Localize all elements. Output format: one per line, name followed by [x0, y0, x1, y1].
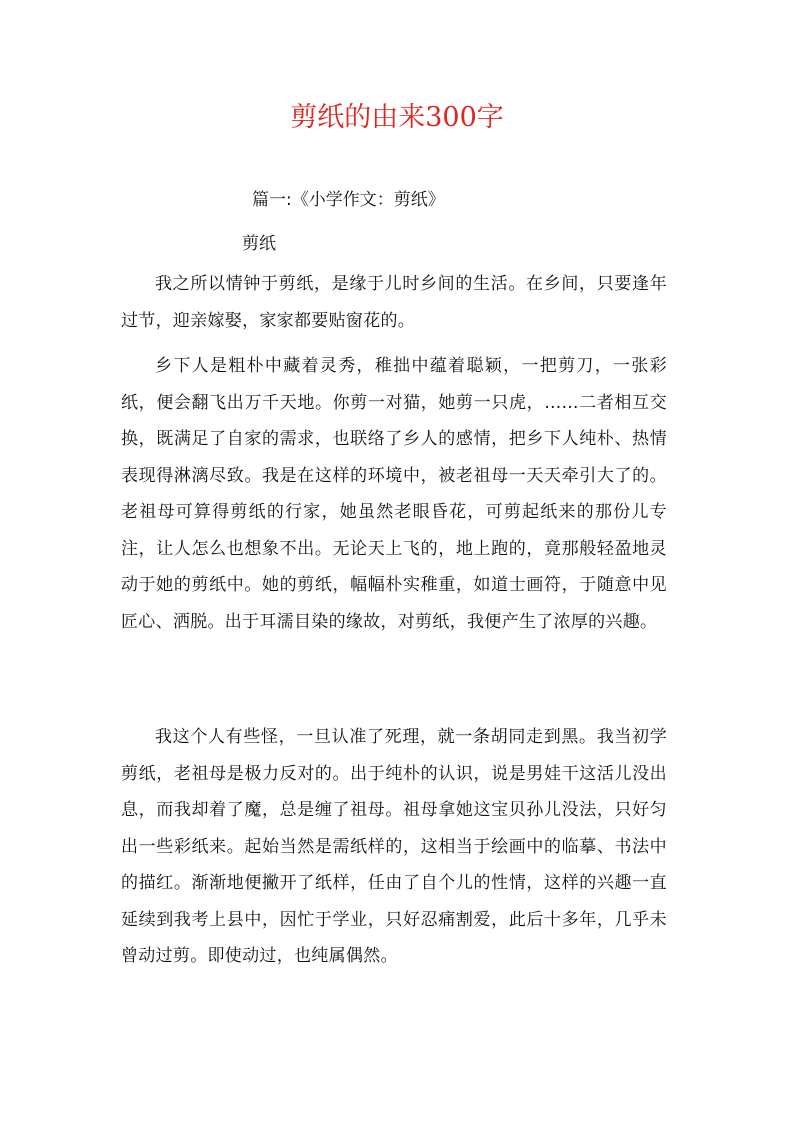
document-title: 剪纸的由来300字: [290, 102, 504, 133]
essay-title: 剪纸: [242, 234, 276, 254]
paragraph: 我这个人有些怪，一旦认准了死理，就一条胡同走到黑。我当初学剪纸，老祖母是极力反对的。出于纯朴的认识，说是男娃干这活儿没出息，而我却着了魔，总是缠了祖母。祖母拿她这宝贝孙儿没法，只好匀出一些彩纸来。起始当然是需纸样的，这相当于绘画中的临摹、书法中的描红。渐渐地便撇开了纸样，任由了自个儿的性情，这样的兴趣一直延续到我考上县中，因忙于学业，只好忍痛割爱，此后十多年，几乎未曾动过剪。即使动过，也纯属偶然。: [121, 727, 667, 966]
paragraph: 乡下人是粗朴中藏着灵秀，稚拙中蕴着聪颖，一把剪刀，一张彩纸，便会翻飞出万千天地。你剪一对猫，她剪一只虎，……二者相互交换，既满足了自家的需求，也联络了乡人的感情，把乡下人纯朴、热情表现得淋漓尽致。我是在这样的环境中，被老祖母一天天牵引大了的。老祖母可算得剪纸的行家，她虽然老眼昏花，可剪起纸来的那份儿专注，让人怎么也想象不出。无论天上飞的，地上跑的，竟那般轻盈地灵动于她的剪纸中。她的剪纸，幅幅朴实稚重，如道士画符，于随意中见匠心、洒脱。出于耳濡目染的缘故，对剪纸，我便产生了浓厚的兴趣。: [121, 356, 667, 632]
paragraph: 我之所以情钟于剪纸，是缘于儿时乡间的生活。在乡间，只要逢年过节，迎亲嫁娶，家家都要贴窗花的。: [121, 274, 667, 331]
section-heading: 篇一:《小学作文：剪纸》: [252, 190, 445, 210]
